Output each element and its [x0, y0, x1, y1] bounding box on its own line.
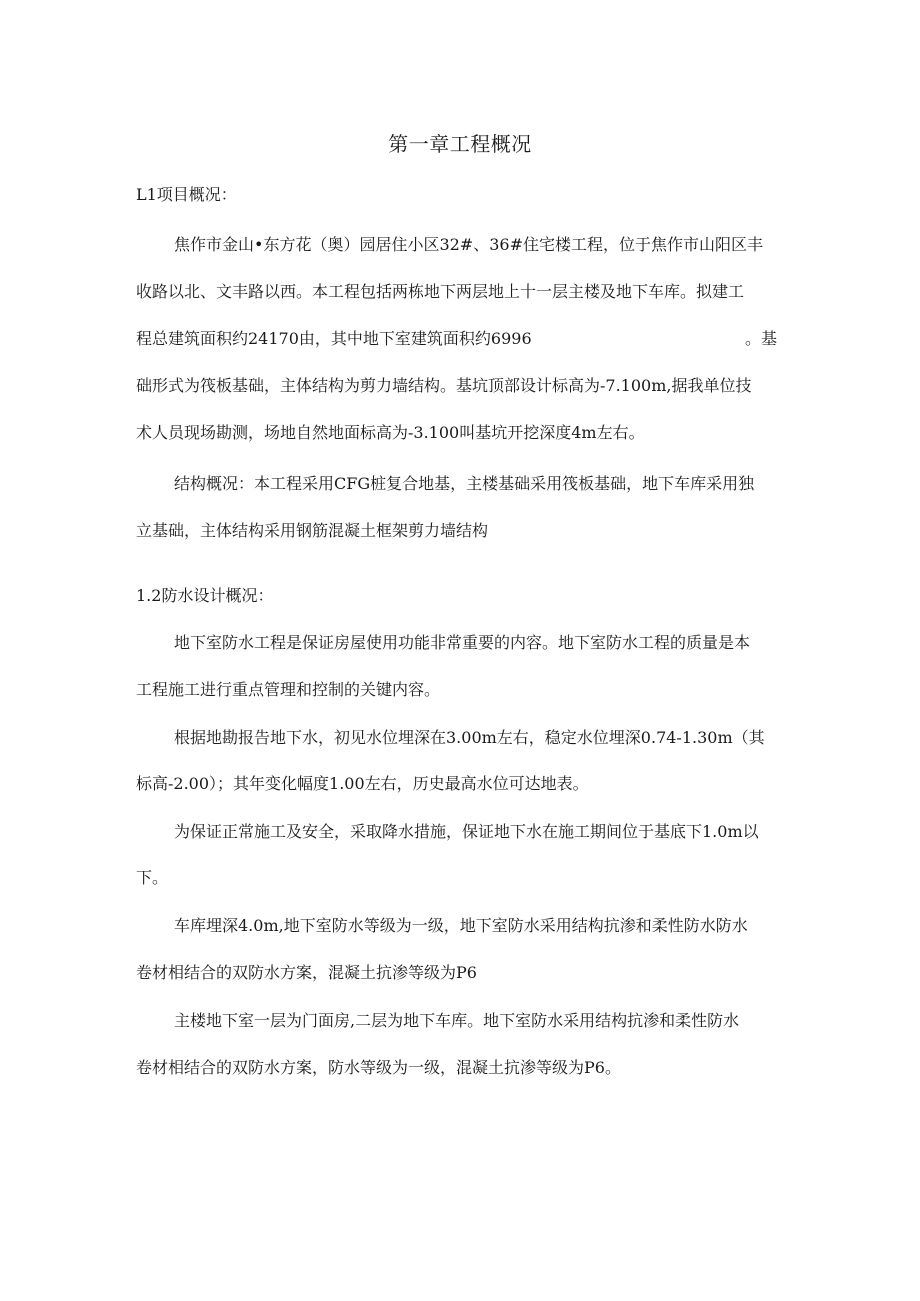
section-heading-1-2: 1.2防水设计概况： — [136, 586, 274, 605]
paragraph-line: 收路以北、文丰路以西。本工程包括两栋地下两层地上十一层主楼及地下车库。拟建工 — [136, 282, 745, 301]
paragraph-line: 根据地勘报告地下水，初见水位埋深在3.00m左右，稳定水位埋深0.74-1.30m（其 — [174, 728, 765, 747]
paragraph-line: 程总建筑面积约24170由，其中地下室建筑面积约6996 — [136, 329, 532, 348]
paragraph-line: 主楼地下室一层为门面房,二层为地下车库。地下室防水采用结构抗渗和柔性防水 — [174, 1011, 740, 1030]
paragraph-line: 术人员现场勘测，场地自然地面标高为-3.100叫基坑开挖深度4m左右。 — [136, 423, 645, 442]
paragraph-line: 下。 — [136, 868, 169, 887]
paragraph-line: 结构概况：本工程采用CFG桩复合地基，主楼基础采用筏板基础，地下车库采用独 — [174, 474, 755, 493]
paragraph-line: 立基础，主体结构采用钢筋混凝土框架剪力墙结构 — [136, 521, 489, 540]
paragraph-line: 础形式为筏板基础，主体结构为剪力墙结构。基坑顶部设计标高为-7.100m,据我单位技 — [136, 376, 752, 395]
section-heading-1-1: L1项目概况： — [136, 185, 237, 204]
paragraph-line: 卷材相结合的双防水方案，防水等级为一级，混凝土抗渗等级为P6。 — [136, 1058, 621, 1077]
paragraph-line: 标高-2.00）；其年变化幅度1.00左右，历史最高水位可达地表。 — [136, 774, 589, 793]
paragraph-line: 工程施工进行重点管理和控制的关键内容。 — [136, 680, 441, 699]
paragraph-line: 车库埋深4.0m,地下室防水等级为一级，地下室防水采用结构抗渗和柔性防水防水 — [174, 916, 748, 935]
paragraph-line: 焦作市金山•东方花（奥）园居住小区32#、36#住宅楼工程，位于焦作市山阳区丰 — [174, 235, 763, 254]
paragraph-line-end: 。基 — [745, 329, 778, 348]
page-title: 第一章工程概况 — [388, 132, 532, 156]
paragraph-line: 为保证正常施工及安全，采取降水措施，保证地下水在施工期间位于基底下1.0m以 — [174, 822, 759, 841]
paragraph-line: 地下室防水工程是保证房屋使用功能非常重要的内容。地下室防水工程的质量是本 — [174, 633, 751, 652]
paragraph-line: 卷材相结合的双防水方案，混凝土抗渗等级为P6 — [136, 963, 477, 982]
